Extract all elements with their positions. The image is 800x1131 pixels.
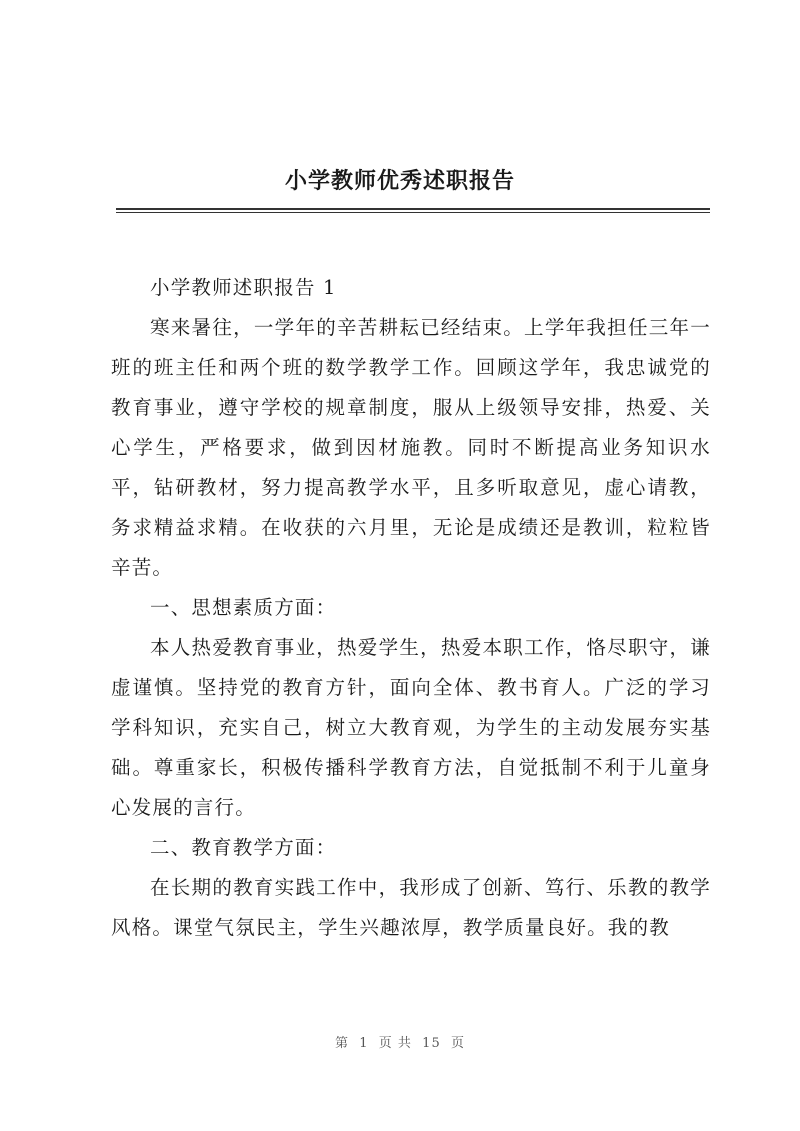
body-paragraph: 本人热爱教育事业，热爱学生，热爱本职工作，恪尽职守，谦虚谨慎。坚持党的教育方针，面向全体、教书育人。广泛的学习学科知识，充实自己，树立大教育观，为学生的主动发展夯实基础。尊重家长，积极传播科学教育方法，自觉抵制不利于儿童身心发展的言行。 — [111, 636, 711, 819]
section-heading: 小学教师述职报告 1 — [150, 276, 337, 299]
section-heading: 二、教育教学方面： — [150, 836, 337, 859]
page-footer: 第 1 页 共 15 页 — [334, 1036, 465, 1051]
document-body — [111, 268, 711, 948]
title-divider — [116, 208, 710, 213]
section-heading: 一、思想素质方面： — [150, 596, 337, 619]
body-paragraph: 在长期的教育实践工作中，我形成了创新、笃行、乐教的教学风格。课堂气氛民主，学生兴趣浓厚，教学质量良好。我的教 — [111, 876, 711, 939]
document-title: 小学教师优秀述职报告 — [284, 168, 515, 194]
body-paragraph: 寒来暑往，一学年的辛苦耕耘已经结束。上学年我担任三年一班的班主任和两个班的数学教学工作。回顾这学年，我忠诚党的教育事业，遵守学校的规章制度，服从上级领导安排，热爱、关心学生，严格要求，做到因材施教。同时不断提高业务知识水平，钻研教材，努力提高教学水平，且多听取意见，虚心请教，务求精益求精。在收获的六月里，无论是成绩还是教训，粒粒皆辛苦。 — [111, 316, 711, 579]
